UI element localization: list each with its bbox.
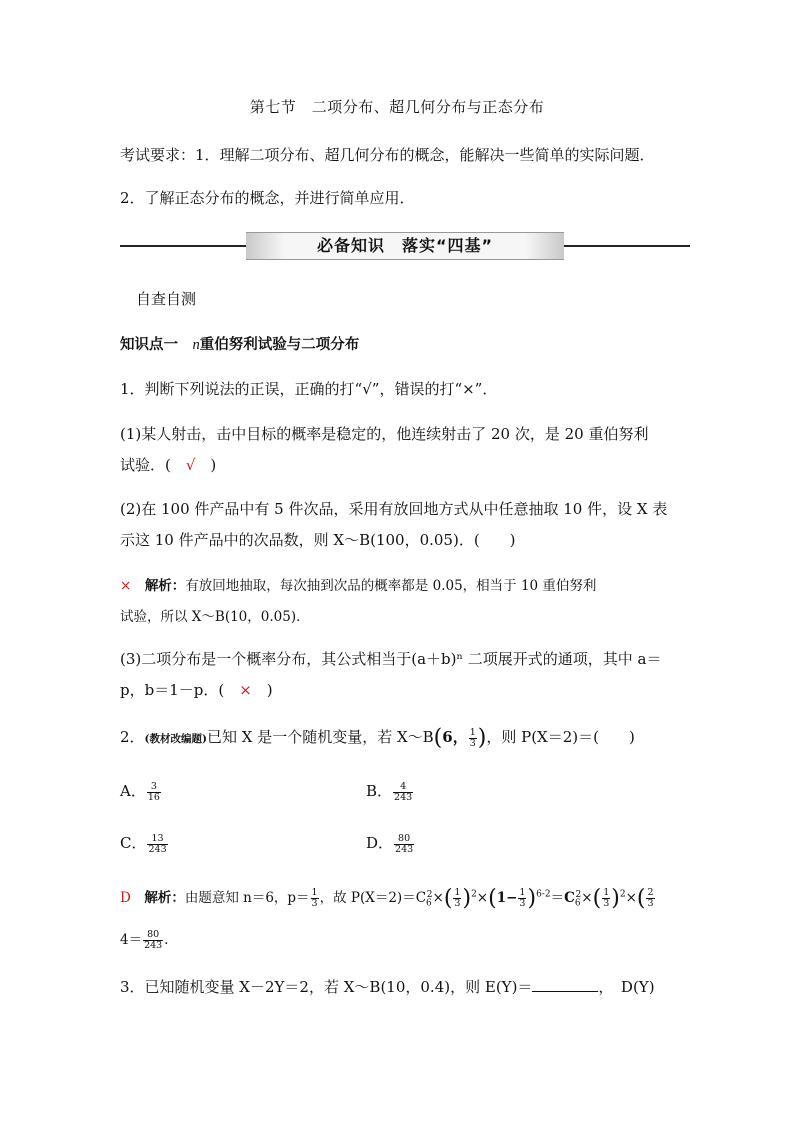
- option-label: D．: [366, 834, 394, 852]
- q1-s3-answer-mark: ×: [239, 681, 252, 699]
- exam-requirements-line-1: 考试要求：1．理解二项分布、超几何分布的概念，能解决一些简单的实际问题．: [120, 146, 655, 164]
- section-banner: [120, 232, 690, 260]
- q2-paren-open: (: [433, 725, 443, 751]
- frac-num: 1: [311, 887, 318, 898]
- q1-s2-explanation-line1: [120, 574, 596, 594]
- knowledge-point-heading: [120, 333, 359, 354]
- q1-s1-line2-a: 试验．(: [120, 456, 186, 474]
- q1-s1-line2: [120, 454, 216, 475]
- option-frac: [393, 782, 413, 803]
- frac-num: 1: [469, 726, 476, 738]
- q2-answer: D: [120, 890, 131, 906]
- q1-s3-line2-b: ): [251, 681, 273, 699]
- q1-s1-answer-mark: √: [185, 456, 196, 474]
- q2-expl-b: ，故 P(X＝2)＝C: [319, 890, 427, 906]
- frac-num: 80: [143, 930, 163, 941]
- q3-stem-b: ， D(Y): [598, 978, 655, 996]
- q3-answer-blank[interactable]: [532, 977, 598, 992]
- q2-stem-b: ，则 P(X＝2)＝( ): [486, 728, 635, 746]
- option-frac: [394, 834, 414, 855]
- q1-s1-line1: (1)某人射击，击中目标的概率是稳定的，他连续射击了 20 次，是 20 重伯努利: [120, 425, 649, 443]
- frac-den: 243: [394, 791, 413, 803]
- q2-stem-a: 已知 X 是一个随机变量，若 X～B: [206, 728, 434, 746]
- q2-number: 2．: [120, 728, 145, 746]
- option-frac: [147, 782, 161, 803]
- frac-den: 243: [148, 843, 167, 855]
- frac-num: 80: [394, 834, 414, 845]
- q2-option-a: [120, 780, 162, 803]
- q3-stem-a: 3．已知随机变量 X－2Y＝2，若 X～B(10，0.4)，则 E(Y)＝: [120, 978, 533, 996]
- q1-s2-line1: (2)在 100 件产品中有 5 件次品，采用有放回地方式从中任意抽取 10 件，设 X 表: [120, 500, 668, 518]
- frac-den: 3: [469, 737, 476, 749]
- q2-result-frac: [143, 930, 163, 951]
- exam-requirements-line-2: 2．了解正态分布的概念，并进行简单应用．: [120, 189, 415, 207]
- q2-tag: (教材改编题): [144, 733, 207, 745]
- q1-s2-line2: 示这 10 件产品中的次品数，则 X～B(100，0.05)．( ): [120, 531, 516, 549]
- q2-expl-frac-p: [311, 888, 319, 909]
- knowledge-point-suffix: 重伯努利试验与二项分布: [199, 337, 360, 353]
- option-label: A．: [120, 782, 146, 800]
- frac-num: 3: [147, 782, 161, 793]
- section-label: 自查自测: [136, 290, 197, 308]
- q1-s2-expl-label: 解析：: [144, 578, 186, 594]
- q2-option-b: [366, 780, 414, 803]
- frac-den: 3: [311, 898, 318, 909]
- banner-rule-left: [120, 245, 246, 247]
- frac-den: 243: [395, 843, 414, 855]
- q2-expl-a: 由题意知 n＝6，p＝: [184, 890, 310, 906]
- q1-s3-line2: [120, 679, 273, 700]
- frac-den: 243: [144, 940, 163, 951]
- q1-s1-line2-b: ): [195, 456, 217, 474]
- q2-frac-one-third: [469, 728, 477, 749]
- q2-paren-close: ): [477, 725, 487, 751]
- option-frac: [147, 834, 167, 855]
- q2-stem: [120, 726, 635, 749]
- q2-expl-label: 解析：: [144, 890, 185, 906]
- q2-explanation-line1: [120, 886, 656, 909]
- q2-expl-end: 4＝: [120, 932, 143, 948]
- frac-den: 16: [147, 791, 160, 803]
- q1-s3-line1: (3)二项分布是一个概率分布，其公式相当于(a＋b)ⁿ 二项展开式的通项，其中 a＝: [120, 650, 662, 668]
- q1-s3-line2-a: p，b＝1－p．(: [120, 681, 240, 699]
- q1-s2-explanation-line2: 试验，所以 X～B(10，0.05)．: [120, 609, 310, 625]
- q2-b-arg-n: 6，: [442, 728, 468, 746]
- banner-rule-right: [564, 245, 690, 247]
- page-title: 第七节 二项分布、超几何分布与正态分布: [249, 98, 545, 116]
- frac-num: 4: [393, 782, 413, 793]
- q1-s2-answer-mark: ×: [120, 578, 132, 594]
- option-label: C．: [120, 834, 147, 852]
- q2-option-c: [120, 832, 169, 855]
- q2-expl-formula: $_6^2$×( $\frac{1}{3}$ )$^2$×(1− $\frac{1}{3}$ )$^{6-2}=C_6^2\times$( $\frac{1}{3}$ )$^2$×( $\frac{2}{3}$: [426, 886, 654, 911]
- knowledge-point-n: n: [192, 337, 200, 353]
- banner-title: 必备知识 落实“四基”: [246, 232, 564, 260]
- q1-stem: 1．判断下列说法的正误，正确的打“√”，错误的打“×”．: [120, 380, 498, 398]
- knowledge-point-prefix: 知识点一: [120, 337, 193, 353]
- q2-option-d: [366, 832, 415, 855]
- option-label: B．: [366, 782, 393, 800]
- q1-s2-expl-text: 有放回地抽取，每次抽到次品的概率都是 0.05，相当于 10 重伯努利: [185, 578, 597, 594]
- q2-explanation-line2: 4＝ $\frac{80}{243}$ ．: [120, 929, 178, 951]
- frac-num: 13: [147, 834, 167, 845]
- q3-stem: [120, 976, 655, 997]
